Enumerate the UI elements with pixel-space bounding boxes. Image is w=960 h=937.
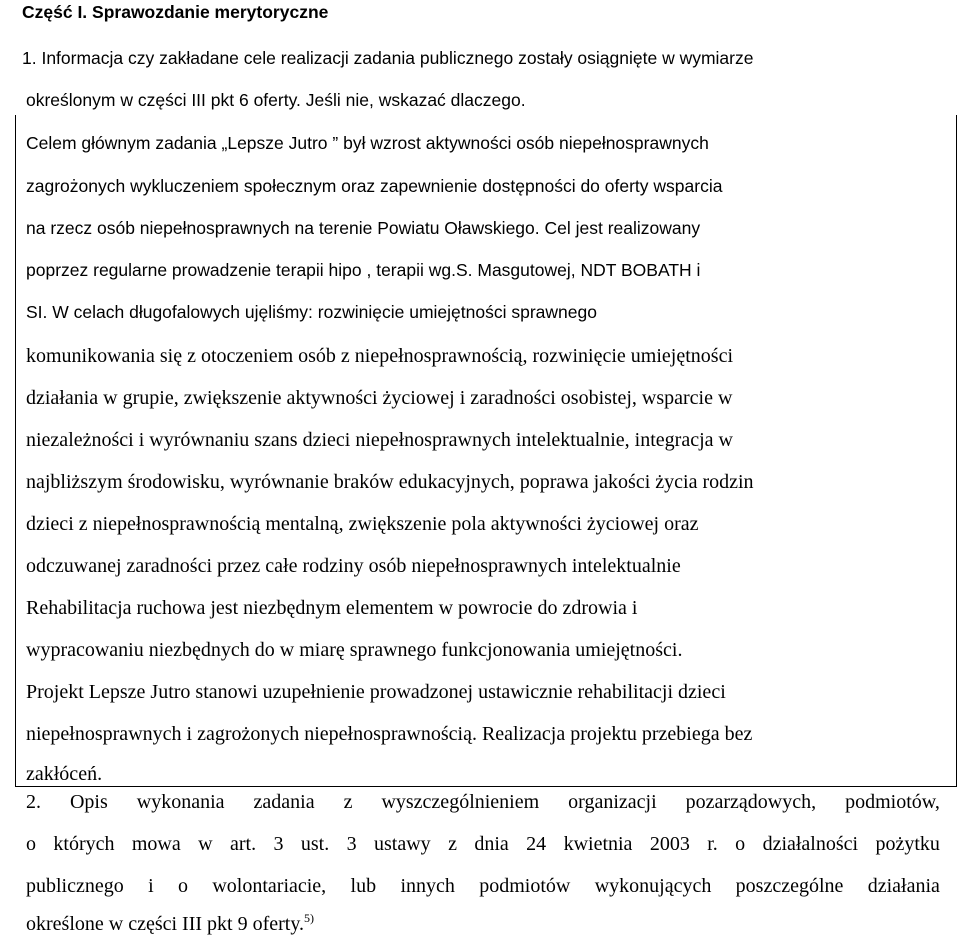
word: 3 [273, 833, 284, 855]
page-heading: Część I. Sprawozdanie merytoryczne [22, 2, 329, 22]
word: działania [867, 875, 940, 897]
word: wykonujących [594, 875, 712, 897]
answer-line: odczuwanej zaradności przez całe rodziny osób niepełnosprawnych intelektualnie [26, 555, 681, 577]
word: r. [707, 833, 718, 855]
word: zadania [253, 791, 315, 813]
section-2-line-last [26, 911, 315, 935]
word: pożytku [875, 833, 940, 855]
answer-line: wypracowaniu niezbędnych do w miarę sprawnego funkcjonowania umiejętności. [26, 639, 683, 661]
answer-line: Rehabilitacja ruchowa jest niezbędnym elementem w powrocie do zdrowia i [26, 597, 638, 619]
word: podmiotów, [845, 791, 940, 813]
question-1-line-2: określonym w części III pkt 6 oferty. Jeśli nie, wskazać dlaczego. [26, 90, 526, 110]
word: wolontariacie, [212, 875, 327, 897]
word: 2003 [649, 833, 690, 855]
answer-line: Celem głównym zadania „Lepsze Jutro ” był wzrost aktywności osób niepełnosprawnych [26, 133, 709, 153]
word: których [53, 833, 115, 855]
word: 24 [526, 833, 547, 855]
section-2-last-text: określone w części III pkt 9 oferty. [26, 913, 305, 935]
word: Opis [69, 791, 108, 813]
word: innych [400, 875, 455, 897]
word: organizacji [568, 791, 657, 813]
answer-line: niezależności i wyrównaniu szans dzieci niepełnosprawnych intelektualnie, integracja w [26, 429, 733, 451]
word: wykonania [136, 791, 225, 813]
word: o [26, 833, 36, 855]
word: wyszczególnieniem [381, 791, 540, 813]
word: z [343, 791, 353, 813]
answer-line: poprzez regularne prowadzenie terapii hipo , terapii wg.S. Masgutowej, NDT BOBATH i [26, 260, 701, 280]
word: 3 [346, 833, 357, 855]
footnote-mark: 5) [304, 911, 315, 925]
word: kwietnia [563, 833, 633, 855]
word: ustawy [374, 833, 431, 855]
word: lub [350, 875, 377, 897]
word: publicznego [26, 875, 124, 897]
word: o [735, 833, 746, 855]
answer-line: zagrożonych wykluczeniem społecznym oraz zapewnienie dostępności do oferty wsparcia [26, 176, 723, 196]
word: o [178, 875, 188, 897]
word: poszczególne [735, 875, 844, 897]
section-2-line [26, 876, 940, 896]
word: podmiotów [479, 875, 571, 897]
answer-line: komunikowania się z otoczeniem osób z niepełnosprawnością, rozwinięcie umiejętności [26, 345, 734, 367]
word: art. [230, 833, 257, 855]
answer-line: niepełnosprawnych i zagrożonych niepełnosprawnością. Realizacja projektu przebiega bez [26, 723, 753, 745]
word: pozarządowych, [685, 791, 817, 813]
section-2-line [26, 834, 940, 854]
answer-line: Projekt Lepsze Jutro stanowi uzupełnienie prowadzonej ustawicznie rehabilitacji dzieci [26, 681, 726, 703]
word: działalności [762, 833, 859, 855]
question-1-line-1: 1. Informacja czy zakładane cele realizacji zadania publicznego zostały osiągnięte w wymiarze [22, 48, 754, 68]
answer-line: dzieci z niepełnosprawnością mentalną, zwiększenie pola aktywności życiowej oraz [26, 513, 699, 535]
word: z [448, 833, 457, 855]
section-2-line [26, 792, 940, 812]
answer-line: najbliższym środowisku, wyrównanie braków edukacyjnych, poprawa jakości życia rodzin [26, 471, 754, 493]
word: ust. [300, 833, 330, 855]
word: dnia [474, 833, 509, 855]
word: 2. [26, 791, 41, 813]
answer-line: na rzecz osób niepełnosprawnych na terenie Powiatu Oławskiego. Cel jest realizowany [26, 218, 701, 238]
answer-line: zakłóceń. [26, 763, 103, 785]
word: w [198, 833, 213, 855]
word: i [148, 875, 154, 897]
word: mowa [131, 833, 181, 855]
answer-line: działania w grupie, zwiększenie aktywności życiowej i zaradności osobistej, wsparcie w [26, 387, 733, 409]
answer-line: SI. W celach długofalowych ujęliśmy: rozwinięcie umiejętności sprawnego [26, 302, 597, 322]
